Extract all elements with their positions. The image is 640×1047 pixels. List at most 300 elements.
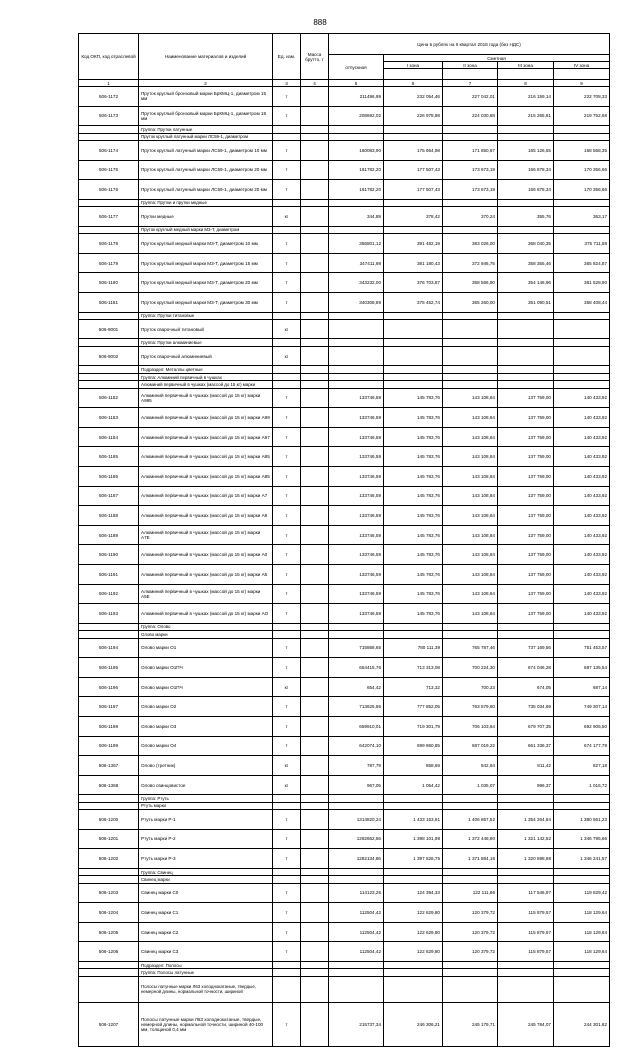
item-unit: т — [273, 810, 301, 830]
empty-cell — [554, 962, 610, 969]
price-zone3: 737 169,56 — [498, 638, 554, 658]
table-row — [79, 883, 610, 903]
header-release: отпускная — [329, 55, 384, 80]
empty-cell — [554, 381, 610, 388]
table-row — [79, 525, 610, 545]
price-zone3: 137 759,00 — [498, 467, 554, 487]
price-zone2: 700 224,30 — [443, 658, 498, 678]
group-title: Группа: Свинец — [139, 868, 273, 875]
price-release: 967,05 — [329, 775, 384, 795]
header-estimate: Сметная — [384, 55, 610, 62]
empty-code-cell — [79, 133, 139, 140]
header-name: Наименование материалов и изделий — [139, 34, 273, 80]
empty-cell — [443, 312, 498, 319]
price-zone3: 165 126,55 — [498, 140, 554, 160]
price-zone1: 699 860,85 — [384, 736, 443, 756]
column-number: 4 — [301, 80, 329, 87]
item-name: Алюминий первичный в чушках (массой до 15 кг) марки А5Е — [139, 584, 273, 604]
empty-code-cell — [79, 631, 139, 638]
item-unit: т — [273, 1002, 301, 1046]
item-mass — [301, 756, 329, 776]
item-unit: т — [273, 292, 301, 312]
price-zone2: 143 108,84 — [443, 525, 498, 545]
group-row — [79, 312, 610, 319]
price-zone3 — [498, 346, 554, 366]
header-zone4: IV зона — [554, 62, 610, 69]
table-row — [79, 1002, 610, 1046]
price-release: 654415,76 — [329, 658, 384, 678]
table-row — [79, 427, 610, 447]
subgroup-row — [79, 226, 610, 233]
price-zone3: 137 759,00 — [498, 408, 554, 428]
item-mass — [301, 253, 329, 273]
price-release: 211496,99 — [329, 87, 384, 107]
price-zone2: 227 042,01 — [443, 87, 498, 107]
item-mass — [301, 677, 329, 697]
price-release: 208692,02 — [329, 106, 384, 126]
empty-cell — [384, 962, 443, 969]
page-number: 888 — [313, 18, 327, 27]
price-release: 133746,59 — [329, 525, 384, 545]
price-zone2: 173 673,19 — [443, 180, 498, 200]
price-zone1: 145 783,76 — [384, 564, 443, 584]
item-mass — [301, 160, 329, 180]
empty-cell — [273, 226, 301, 233]
item-name: Пруток круглый латунный марки ЛС59-1, диаметром 20 мм — [139, 180, 273, 200]
item-code: 506-1189 — [79, 525, 139, 545]
price-zone3: 137 759,00 — [498, 447, 554, 467]
empty-cell — [443, 126, 498, 133]
table-row — [79, 716, 610, 736]
empty-cell — [498, 876, 554, 883]
item-name: Свинец марки С1 — [139, 903, 273, 923]
empty-cell — [554, 339, 610, 346]
item-mass — [301, 829, 329, 849]
table-row — [79, 346, 610, 366]
price-zone2: 1 371 884,16 — [443, 849, 498, 869]
price-zone1: 1 398 101,98 — [384, 829, 443, 849]
empty-cell — [273, 199, 301, 206]
price-zone1: 145 783,76 — [384, 388, 443, 408]
group-title: Группа: Олово — [139, 623, 273, 630]
subgroup-title: Олово марки — [139, 631, 273, 638]
item-code: 506-1188 — [79, 506, 139, 526]
price-release: 160083,90 — [329, 140, 384, 160]
price-release: 133746,59 — [329, 584, 384, 604]
price-zone4: 222 708,33 — [554, 87, 610, 107]
price-zone1: 145 783,76 — [384, 545, 443, 565]
price-zone4: 140 433,92 — [554, 427, 610, 447]
subgroup-title: Свинец марки — [139, 876, 273, 883]
price-zone1: 1 397 526,75 — [384, 849, 443, 869]
price-zone4: 140 433,92 — [554, 447, 610, 467]
price-zone3: 355,76 — [498, 207, 554, 227]
item-mass — [301, 1002, 329, 1046]
price-zone2: 171 850,67 — [443, 140, 498, 160]
item-name: Пруток круглый медный марки М3-Т, диаметром 10 мм — [139, 234, 273, 254]
price-zone2: 383 026,00 — [443, 234, 498, 254]
empty-cell — [498, 373, 554, 380]
price-zone1: 122 629,80 — [384, 903, 443, 923]
empty-cell — [498, 802, 554, 809]
empty-cell — [498, 868, 554, 875]
item-code: 506-1190 — [79, 545, 139, 565]
price-zone1: 1 054,42 — [384, 775, 443, 795]
item-name: Пруток круглый латунный марки ЛС59-1, диаметром 10 мм — [139, 140, 273, 160]
empty-cell — [329, 339, 384, 346]
empty-cell — [301, 133, 329, 140]
empty-code-cell — [79, 868, 139, 875]
empty-cell — [329, 133, 384, 140]
empty-cell — [273, 802, 301, 809]
price-zone4: 358 408,44 — [554, 292, 610, 312]
price-zone2 — [443, 319, 498, 339]
price-zone3: 137 759,00 — [498, 427, 554, 447]
empty-cell — [384, 366, 443, 373]
table-row — [79, 942, 610, 962]
empty-cell — [554, 876, 610, 883]
item-code: 506-1176 — [79, 180, 139, 200]
item-mass — [301, 849, 329, 869]
price-zone4: 140 433,92 — [554, 604, 610, 624]
item-mass — [301, 486, 329, 506]
header-filler — [498, 69, 554, 80]
price-zone4: 749 307,14 — [554, 697, 610, 717]
price-zone1: 378,42 — [384, 207, 443, 227]
empty-code-cell — [79, 366, 139, 373]
price-release: 343232,00 — [329, 273, 384, 293]
table-row — [79, 810, 610, 830]
price-zone3: 358 355,46 — [498, 253, 554, 273]
item-code: 506-1185 — [79, 447, 139, 467]
empty-cell — [443, 339, 498, 346]
price-zone3: 137 759,00 — [498, 525, 554, 545]
table-row — [79, 545, 610, 565]
empty-cell — [443, 876, 498, 883]
price-zone4 — [554, 319, 610, 339]
price-zone3: 661 336,37 — [498, 736, 554, 756]
price-zone1: 246 306,21 — [384, 1002, 443, 1046]
price-zone3: 245 784,07 — [498, 1002, 554, 1046]
item-mass — [301, 564, 329, 584]
subgroup-row — [79, 381, 610, 388]
item-unit: т — [273, 922, 301, 942]
price-table-body — [79, 34, 610, 1047]
item-name: Алюминий первичный в чушках (массой до 15 кг) марки А7 — [139, 486, 273, 506]
price-zone3: 137 759,00 — [498, 388, 554, 408]
item-code: 506-1193 — [79, 604, 139, 624]
price-zone3: 166 878,34 — [498, 160, 554, 180]
price-release: 133746,59 — [329, 564, 384, 584]
group-row — [79, 969, 610, 976]
price-zone3: 1 354 264,84 — [498, 810, 554, 830]
table-row — [79, 506, 610, 526]
item-unit: т — [273, 942, 301, 962]
price-zone3: 674,05 — [498, 677, 554, 697]
empty-cell — [273, 381, 301, 388]
item-name: Пруток круглый медный марки М3-Т, диаметром 20 мм — [139, 273, 273, 293]
price-zone4: 244 301,82 — [554, 1002, 610, 1046]
price-zone3: 215 265,81 — [498, 106, 554, 126]
item-name: Олово марки О2 — [139, 697, 273, 717]
price-zone3: 996,37 — [498, 775, 554, 795]
item-mass — [301, 604, 329, 624]
header-code: Код ОКП, код отраслевой — [79, 34, 139, 80]
price-zone4: 168 568,35 — [554, 140, 610, 160]
price-release: 161782,20 — [329, 160, 384, 180]
item-unit: т — [273, 427, 301, 447]
price-zone2: 706 103,64 — [443, 716, 498, 736]
table-row — [79, 180, 610, 200]
empty-cell — [443, 623, 498, 630]
empty-cell — [443, 802, 498, 809]
group-row — [79, 795, 610, 802]
price-zone1: 780 111,39 — [384, 638, 443, 658]
price-zone4: 361 528,90 — [554, 273, 610, 293]
price-release: 112504,42 — [329, 922, 384, 942]
item-code: 506-1179 — [79, 253, 139, 273]
price-zone4: 170 356,66 — [554, 180, 610, 200]
table-row — [79, 388, 610, 408]
empty-cell — [384, 976, 443, 1002]
price-zone3: 1 321 142,52 — [498, 829, 554, 849]
price-zone1: 858,69 — [384, 756, 443, 776]
empty-cell — [443, 381, 498, 388]
item-mass — [301, 638, 329, 658]
item-mass — [301, 883, 329, 903]
empty-cell — [329, 373, 384, 380]
group-title: Группа: Прутки и прутки медные — [139, 199, 273, 206]
item-name: Пруток круглый бронзовый марки БрКМЦ-1, диаметром 18 мм — [139, 106, 273, 126]
price-zone2: 143 108,84 — [443, 506, 498, 526]
empty-cell — [498, 795, 554, 802]
subgroup-title: Алюминий первичный в чушках (массой до 15 кг) марки — [139, 381, 273, 388]
item-name: Алюминий первичный в чушках (массой до 15 кг) марки А97 — [139, 427, 273, 447]
item-code: 506-9002 — [79, 346, 139, 366]
item-mass — [301, 525, 329, 545]
item-unit: кг — [273, 207, 301, 227]
table-row — [79, 584, 610, 604]
empty-cell — [301, 962, 329, 969]
empty-cell — [443, 795, 498, 802]
empty-cell — [273, 868, 301, 875]
item-code: 506-1186 — [79, 467, 139, 487]
price-zone2 — [443, 346, 498, 366]
price-zone4: 140 433,92 — [554, 525, 610, 545]
item-name: Олово свинцовистое — [139, 775, 273, 795]
empty-cell — [443, 868, 498, 875]
item-name: Пруток круглый бронзовый марки БрКМЦ-1, диаметром 15 мм — [139, 87, 273, 107]
empty-cell — [301, 969, 329, 976]
price-release — [329, 346, 384, 366]
empty-cell — [498, 962, 554, 969]
empty-cell — [554, 976, 610, 1002]
empty-cell — [554, 969, 610, 976]
table-row — [79, 638, 610, 658]
group-row — [79, 339, 610, 346]
item-mass — [301, 922, 329, 942]
table-row — [79, 273, 610, 293]
empty-code-cell — [79, 876, 139, 883]
item-mass — [301, 180, 329, 200]
table-row — [79, 677, 610, 697]
subgroup-row — [79, 133, 610, 140]
item-code: 506-1194 — [79, 638, 139, 658]
item-unit: т — [273, 564, 301, 584]
item-unit: т — [273, 604, 301, 624]
empty-cell — [384, 876, 443, 883]
price-zone4: 140 433,92 — [554, 584, 610, 604]
table-row — [79, 447, 610, 467]
empty-cell — [273, 795, 301, 802]
price-release: 133746,59 — [329, 408, 384, 428]
item-unit: т — [273, 160, 301, 180]
item-mass — [301, 319, 329, 339]
empty-cell — [443, 199, 498, 206]
empty-code-cell — [79, 795, 139, 802]
empty-code-cell — [79, 623, 139, 630]
group-row — [79, 868, 610, 875]
item-code: 506-9001 — [79, 319, 139, 339]
item-code: 506-1207 — [79, 1002, 139, 1046]
empty-cell — [498, 381, 554, 388]
item-unit: т — [273, 716, 301, 736]
item-code: 506-1198 — [79, 716, 139, 736]
item-unit: кг — [273, 319, 301, 339]
group-title: Подраздел: Полосы — [139, 962, 273, 969]
table-row — [79, 829, 610, 849]
price-zone1: 1 433 153,61 — [384, 810, 443, 830]
price-zone4: 687,14 — [554, 677, 610, 697]
empty-cell — [443, 373, 498, 380]
price-zone4: 687 135,54 — [554, 658, 610, 678]
empty-cell — [384, 199, 443, 206]
price-zone1 — [384, 319, 443, 339]
item-mass — [301, 292, 329, 312]
price-zone1: 124 394,33 — [384, 883, 443, 903]
item-code: 506-1187 — [79, 486, 139, 506]
price-zone1: 145 783,76 — [384, 506, 443, 526]
item-code: 506-1173 — [79, 106, 139, 126]
item-code: 506-1206 — [79, 942, 139, 962]
price-zone4: 692 905,50 — [554, 716, 610, 736]
price-zone1: 122 629,80 — [384, 942, 443, 962]
table-row — [79, 106, 610, 126]
header-row — [79, 34, 610, 55]
empty-cell — [384, 339, 443, 346]
table-row — [79, 604, 610, 624]
item-unit: кг — [273, 346, 301, 366]
empty-cell — [301, 312, 329, 319]
price-zone2: 245 179,71 — [443, 1002, 498, 1046]
empty-code-cell — [79, 373, 139, 380]
empty-cell — [384, 226, 443, 233]
empty-cell — [498, 126, 554, 133]
price-zone2: 368 566,90 — [443, 273, 498, 293]
empty-cell — [301, 795, 329, 802]
empty-cell — [384, 133, 443, 140]
empty-cell — [273, 969, 301, 976]
table-row — [79, 207, 610, 227]
item-unit: т — [273, 87, 301, 107]
price-zone2: 120 379,72 — [443, 942, 498, 962]
item-code: 506-1201 — [79, 829, 139, 849]
empty-cell — [384, 373, 443, 380]
empty-cell — [329, 312, 384, 319]
empty-cell — [301, 976, 329, 1002]
price-zone2: 120 379,72 — [443, 903, 498, 923]
item-name: Алюминий первичный в чушках (массой до 15 кг) марки А0 — [139, 545, 273, 565]
item-unit: т — [273, 388, 301, 408]
item-name: Пруток сварочный титановый — [139, 319, 273, 339]
price-zone2: 763 579,60 — [443, 697, 498, 717]
empty-cell — [554, 802, 610, 809]
empty-cell — [329, 795, 384, 802]
empty-cell — [554, 868, 610, 875]
column-number: 5 — [329, 80, 384, 87]
table-row — [79, 234, 610, 254]
price-zone2: 143 108,84 — [443, 427, 498, 447]
empty-cell — [301, 339, 329, 346]
table-row — [79, 253, 610, 273]
empty-cell — [329, 976, 384, 1002]
empty-cell — [498, 226, 554, 233]
group-title: Группа: Прутки алюминиевые — [139, 339, 273, 346]
item-mass — [301, 545, 329, 565]
column-number: 6 — [384, 80, 443, 87]
item-mass — [301, 346, 329, 366]
table-row — [79, 467, 610, 487]
price-zone4: 118 129,64 — [554, 942, 610, 962]
price-zone4: 1 015,72 — [554, 775, 610, 795]
price-zone4: 140 433,92 — [554, 564, 610, 584]
empty-cell — [301, 199, 329, 206]
empty-cell — [273, 133, 301, 140]
price-release: 347411,98 — [329, 253, 384, 273]
empty-cell — [273, 339, 301, 346]
price-zone2: 143 108,84 — [443, 388, 498, 408]
group-row — [79, 366, 610, 373]
empty-cell — [554, 795, 610, 802]
price-release: 715868,65 — [329, 638, 384, 658]
item-name: Алюминий первичный в чушках (массой до 15 кг) марки А8 — [139, 506, 273, 526]
price-zone2: 120 379,72 — [443, 922, 498, 942]
price-zone3: 368 040,35 — [498, 234, 554, 254]
header-mass: Масса брутто, т — [301, 34, 329, 80]
empty-cell — [498, 631, 554, 638]
item-name: Пруток круглый медный марки М3-Т, диаметром 15 мм — [139, 253, 273, 273]
price-zone2: 224 030,88 — [443, 106, 498, 126]
group-title: Подраздел: Металлы цветные — [139, 366, 273, 373]
empty-code-cell — [79, 339, 139, 346]
item-unit: т — [273, 253, 301, 273]
item-mass — [301, 716, 329, 736]
empty-cell — [554, 133, 610, 140]
price-zone4: 140 433,92 — [554, 467, 610, 487]
price-zone3: 115 879,57 — [498, 942, 554, 962]
item-code: 506-1197 — [79, 697, 139, 717]
price-zone4: 674 177,79 — [554, 736, 610, 756]
header-filler — [384, 69, 443, 80]
price-release: 356801,12 — [329, 234, 384, 254]
item-name: Ртуть марки Р-2 — [139, 829, 273, 849]
price-zone1: 145 783,76 — [384, 467, 443, 487]
item-name: Пруток круглый латунный марки ЛС59-1, диаметром 20 мм — [139, 160, 273, 180]
table-row — [79, 658, 610, 678]
price-zone3: 115 879,57 — [498, 922, 554, 942]
group-row — [79, 199, 610, 206]
price-zone1: 226 978,88 — [384, 106, 443, 126]
